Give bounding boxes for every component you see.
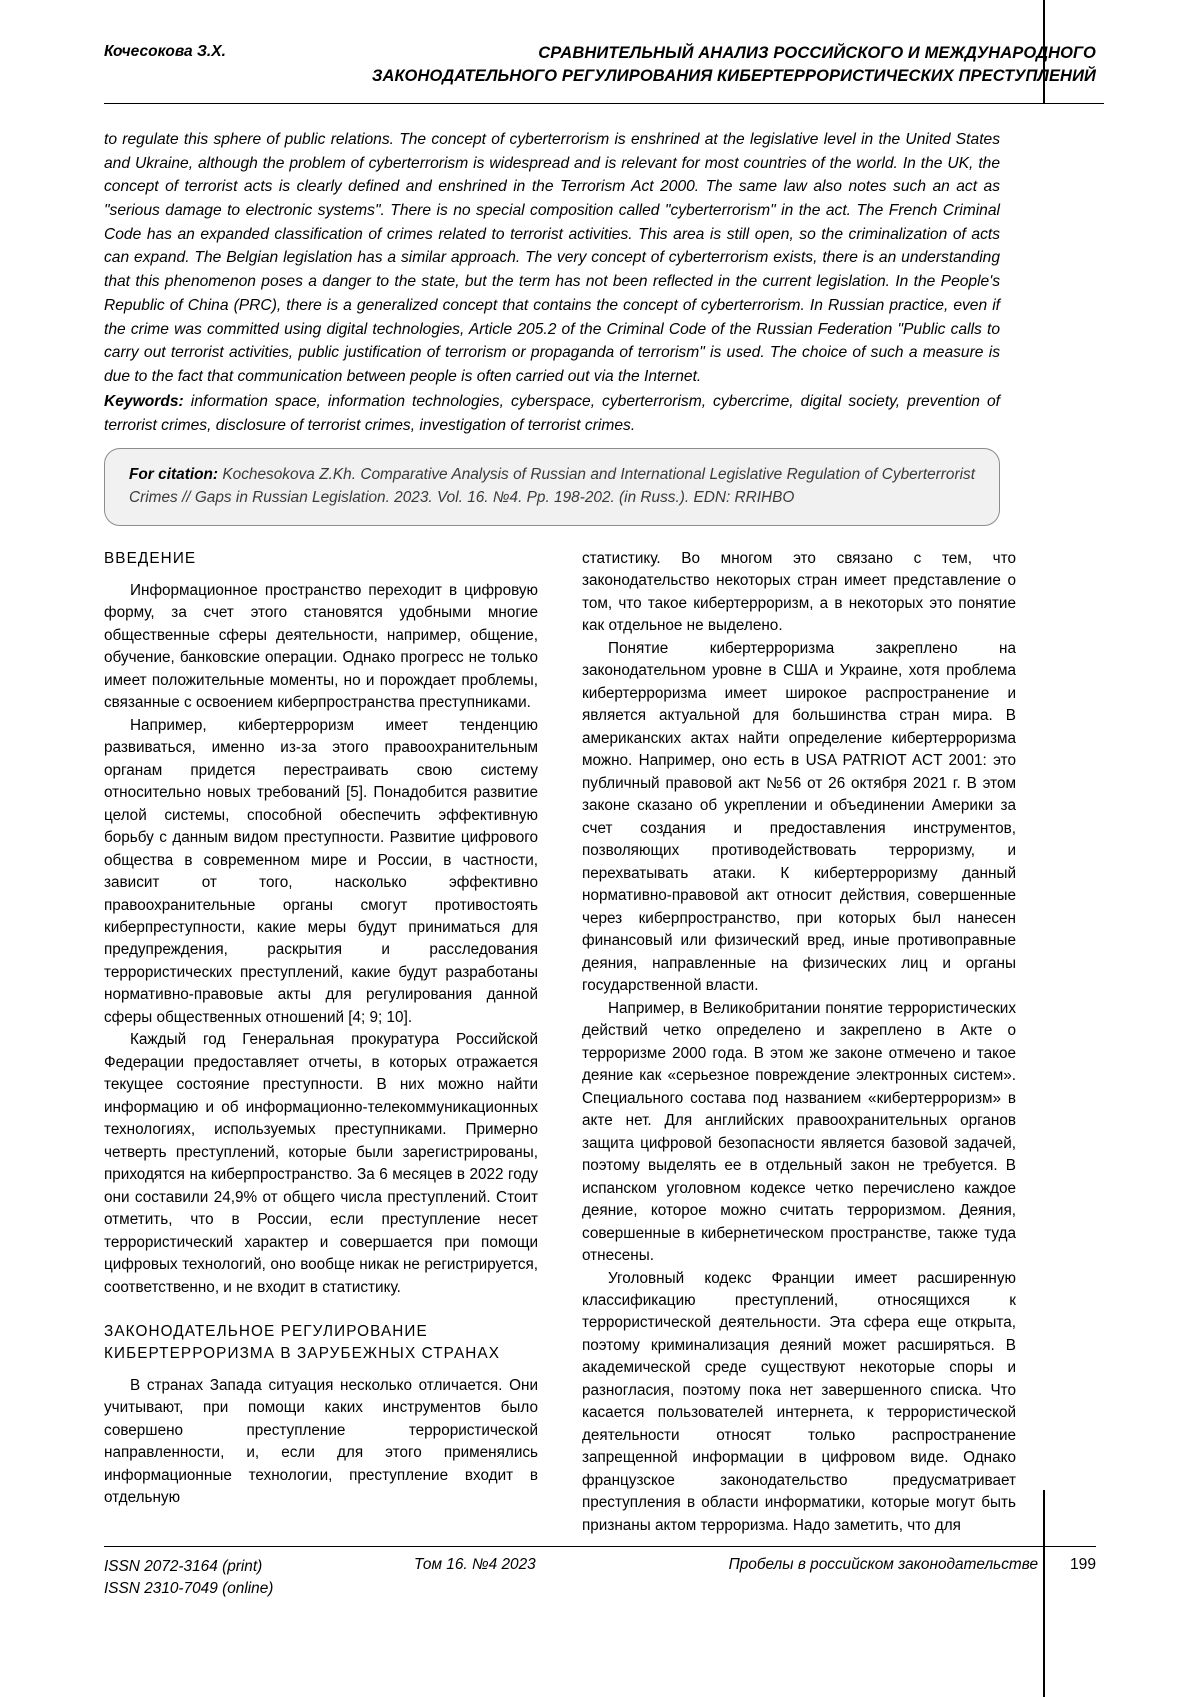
header-article-title [226,42,1096,88]
header-divider-right [1096,103,1104,104]
keywords-block [104,390,1000,437]
page-number: 199 [1069,1556,1096,1573]
column-left [104,548,538,1537]
header-title-line-1: СРАВНИТЕЛЬНЫЙ АНАЛИЗ РОССИЙСКОГО И МЕЖДУНАРОДНОГО [538,44,1096,62]
issn-online: ISSN 2310-7049 (online) [104,1580,274,1598]
header-author: Кочесокова З.Х. [104,43,226,60]
column-right [582,548,1016,1537]
paragraph: Каждый год Генеральная прокуратура Российской Федерации предоставляет отчеты, в которых отражается текущее состояние преступности. В них можно найти информацию и об информационно-телекоммуникационных технологиях, используемых преступниками. Примерно четверть преступлений, которые были зарегистрированы, приходятся на киберпространство. За 6 месяцев в 2022 году они составили 24,9% от общего числа преступлений. Стоит отметить, что в России, если преступление несет террористический характер и совершается при помощи цифровых технологий, оно вообще никак не регистрируется, соответственно, и не входит в статистику. [104,1031,538,1296]
section-heading-foreign-regulation [104,1321,538,1364]
keywords-label: Keywords: [104,393,184,410]
body-columns [104,548,1016,1537]
paragraph: Информационное пространство переходит в цифровую форму, за счет этого становятся удобными многие общественные сферы деятельности, например, общение, обучение, банковские операции. Однако прогресс не только имеет положительные моменты, но и порождает проблемы, связанные с освоением киберпространства преступниками. [104,581,538,712]
issn-print: ISSN 2072-3164 (print) [104,1558,263,1575]
keywords-list: information space, information technologies, cyberspace, cyberterrorism, cybercrime, digital society, prevention of terrorist crimes, disclosure of terrorist crimes, investigation of terrorist crimes. [104,393,1000,434]
abstract-text: to regulate this sphere of public relations. The concept of cyberterrorism is enshrined at the legislative level in the United States and Ukraine, although the problem of cyberterrorism is widespread and is relevant for most countries of the world. In the UK, the concept of terrorist acts is clearly defined and enshrined in the Terrorism Act 2000. The same law also notes such an act as "serious damage to electronic systems". There is no special composition called "cyberterrorism" in the act. The French Criminal Code has an expanded classification of crimes related to terrorist activities. This area is still open, so the criminalization of acts can expand. The Belgian legislation has a similar approach. The very concept of cyberterrorism exists, there is an understanding that this phenomenon poses a danger to the state, but the term has not been reflected in the current legislation. In the People's Republic of China (PRC), there is a generalized concept that contains the concept of cyberterrorism. In Russian practice, even if the crime was committed using digital technologies, Article 205.2 of the Criminal Code of the Russian Federation "Public calls to carry out terrorist activities, public justification of terrorism or propaganda of terrorism" is used. The choice of such a measure is due to the fact that communication between people is often carried out via the Internet. [104,131,1000,385]
paragraph: Например, кибертерроризм имеет тенденцию развиваться, именно из-за этого правоохранительным органам придется перестраивать свою систему относительно новых требований [5]. Понадобится развитие целой системы, способной обеспечить эффективную борьбу с данным видом преступности. Развитие цифрового общества в современном мире и России, в частности, зависит от того, насколько эффективно правоохранительные органы смогут противостоять киберпреступности, какие меры будут приниматься для предупреждения, раскрытия и расследования террористических преступлений, какие будут разработаны нормативно-правовые акты для регулирования данной сферы общественных отношений [4; 9; 10]. [104,716,538,1026]
paragraph: Например, в Великобритании понятие террористических действий четко определено и закреплено в Акте о терроризме 2000 года. В этом же законе отмечено и такое деяние как «серьезное повреждение электронных систем». Специального состава под названием «кибертерроризм» в акте нет. Для английских правоохранительных органов защита цифровой безопасности является базовой задачей, поэтому выделять ее в отдельный закон не требуется. В испанском уголовном кодексе четко перечислено каждое деяние, которое можно считать терроризмом. Деяния, совершенные в кибернетическом пространстве, также туда отнесены. [582,999,1016,1265]
citation-box [104,448,1000,526]
section-heading-introduction: ВВЕДЕНИЕ [104,550,197,567]
section-heading-line-2: КИБЕРТЕРРОРИЗМА В ЗАРУБЕЖНЫХ СТРАНАХ [104,1344,501,1362]
footer-journal-name: Пробелы в российском законодательстве [728,1556,1038,1573]
citation-label: For citation: [129,466,219,483]
footer-volume: Том 16. №4 2023 [414,1556,536,1573]
paragraph: Понятие кибертерроризма закреплено на законодательном уровне в США и Украине, хотя проблема кибертерроризма имеет широкое распространение и является актуальной для большинства стран мира. В американских актах найти определение кибертерроризма можно. Например, оно есть в USA PATRIOT ACT 2001: это публичный правовой акт №56 от 26 октября 2021 г. В этом законе сказано об укреплении и объединении Америки за счет создания и предоставления инструментов, позволяющих противодействовать терроризму, и перехватывать атаки. К кибертерроризму данный нормативно-правовой акт относит действия, совершенные через киберпространство, при которых был нанесен финансовый или физический вред, иные противоправные деяния, направленные на физических лиц и органы государственной власти. [582,639,1016,995]
section-heading-line-1: ЗАКОНОДАТЕЛЬНОЕ РЕГУЛИРОВАНИЕ [104,1323,428,1341]
paragraph: В странах Запада ситуация несколько отличается. Они учитывают, при помощи каких инструментов было совершено преступление террористической направленности, и, если для этого применялись информационные технологии, преступление входит в отдельную [104,1376,538,1507]
footer-divider [104,1546,1096,1547]
citation-text [129,463,975,509]
footer-issn [104,1556,354,1601]
paragraph: статистику. Во многом это связано с тем, что законодательство некоторых стран имеет представление о том, что такое кибертерроризм, а в некоторых это понятие как отдельное не выделено. [582,550,1016,635]
header-divider [104,103,1096,104]
page-header [104,42,1096,88]
citation-reference: Kochesokova Z.Kh. Comparative Analysis of Russian and International Legislative Regulation of Cyberterrorist Crimes // Gaps in Russian Legislation. 2023. Vol. 16. №4. Pp. 198-202. (in Russ.). EDN: RRIHBO [129,466,975,507]
paragraph: Уголовный кодекс Франции имеет расширенную классификацию преступлений, относящихся к террористической деятельности. Эта сфера еще открыта, поэтому криминализация деяний может расширяться. В академической среде существуют некоторые споры и разногласия, поэтому пока нет завершенного списка. Что касается пользователей интернета, к террористической деятельности относят только распространение запрещенной информации в цифровом виде. Однако французское законодательство предусматривает преступления в области информатики, которые могут быть признаны актом терроризма. Надо заметить, что для [582,1269,1016,1534]
header-title-line-2: ЗАКОНОДАТЕЛЬНОГО РЕГУЛИРОВАНИЯ КИБЕРТЕРРОРИСТИЧЕСКИХ ПРЕСТУПЛЕНИЙ [371,66,1096,85]
page-footer [104,1556,1096,1601]
